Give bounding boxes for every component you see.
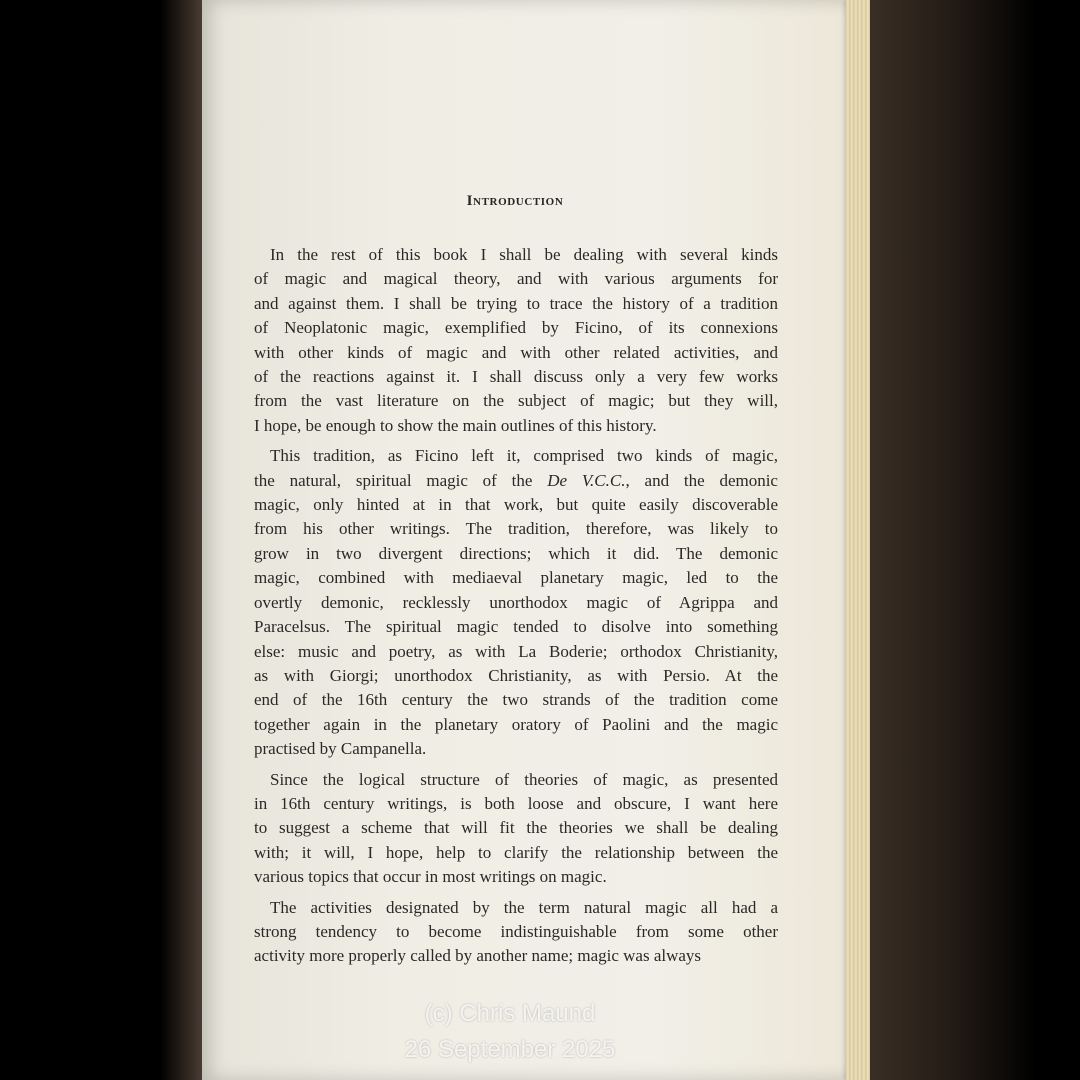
page-edges — [846, 0, 870, 1080]
text-line: from his other writings. The tradition, therefore, was likely to — [254, 519, 778, 539]
background-left — [160, 0, 204, 1080]
text-line: of the reactions against it. I shall discuss only a very few works — [254, 367, 778, 387]
text-line: and against them. I shall be trying to trace the history of a tradition — [254, 293, 778, 313]
text-line: The activities designated by the term natural magic all had a — [270, 897, 778, 917]
text-line: I hope, be enough to show the main outlines of this history. — [254, 415, 657, 435]
text-line: with other kinds of magic and with other related activities, and — [254, 342, 778, 362]
section-heading: Introduction — [466, 193, 564, 209]
text-line: magic, combined with mediaeval planetary magic, led to the — [254, 568, 778, 588]
text-line: the natural, spiritual magic of the De V.C.C., and the demonic — [254, 470, 778, 490]
text-line: to suggest a scheme that will fit the theories we shall be dealing — [254, 818, 778, 838]
text-line: activity more properly called by another name; magic was always — [254, 946, 702, 966]
paragraph — [254, 896, 778, 969]
paragraph — [254, 243, 778, 438]
text-line: Paracelsus. The spiritual magic tended to disolve into something — [254, 617, 778, 637]
text-line: grow in two divergent directions; which it did. The demonic — [254, 543, 778, 563]
text-line: as with Giorgi; unorthodox Christianity, as with Persio. At the — [254, 665, 778, 685]
text-line: strong tendency to become indistinguishable from some other — [254, 921, 778, 941]
text-line: of magic and magical theory, and with various arguments for — [254, 269, 778, 289]
paragraph — [254, 444, 778, 761]
text-line: from the vast literature on the subject of magic; but they will, — [254, 391, 778, 411]
text-line: In the rest of this book I shall be dealing with several kinds — [270, 245, 778, 264]
text-line: practised by Campanella. — [254, 739, 427, 759]
watermark-line-2: 26 September 2025 — [404, 1036, 616, 1063]
text-line: with; it will, I hope, help to clarify the relationship between the — [254, 842, 778, 862]
copyright-watermark — [300, 996, 720, 1068]
bleed-through-texture — [255, 58, 795, 82]
text-line: Since the logical structure of theories of magic, as presented — [270, 769, 778, 789]
watermark-line-1: (c) Chris Maund — [424, 1000, 596, 1027]
text-line: various topics that occur in most writings on magic. — [254, 867, 607, 887]
text-line: magic, only hinted at in that work, but quite easily discoverable — [254, 495, 778, 515]
body-text — [254, 243, 778, 969]
text-line: of Neoplatonic magic, exemplified by Ficino, of its connexions — [254, 318, 778, 338]
text-line: This tradition, as Ficino left it, comprised two kinds of magic, — [270, 446, 778, 466]
text-line: end of the 16th century the two strands of the tradition come — [254, 690, 778, 710]
text-line: overtly demonic, recklessly unorthodox magic of Agrippa and — [254, 592, 778, 612]
background-right — [868, 0, 1080, 1080]
text-line: else: music and poetry, as with La Boderie; orthodox Christianity, — [254, 641, 778, 661]
text-line: in 16th century writings, is both loose and obscure, I want here — [254, 793, 778, 813]
text-line: together again in the planetary oratory of Paolini and the magic — [254, 714, 778, 734]
paragraph — [254, 768, 778, 890]
